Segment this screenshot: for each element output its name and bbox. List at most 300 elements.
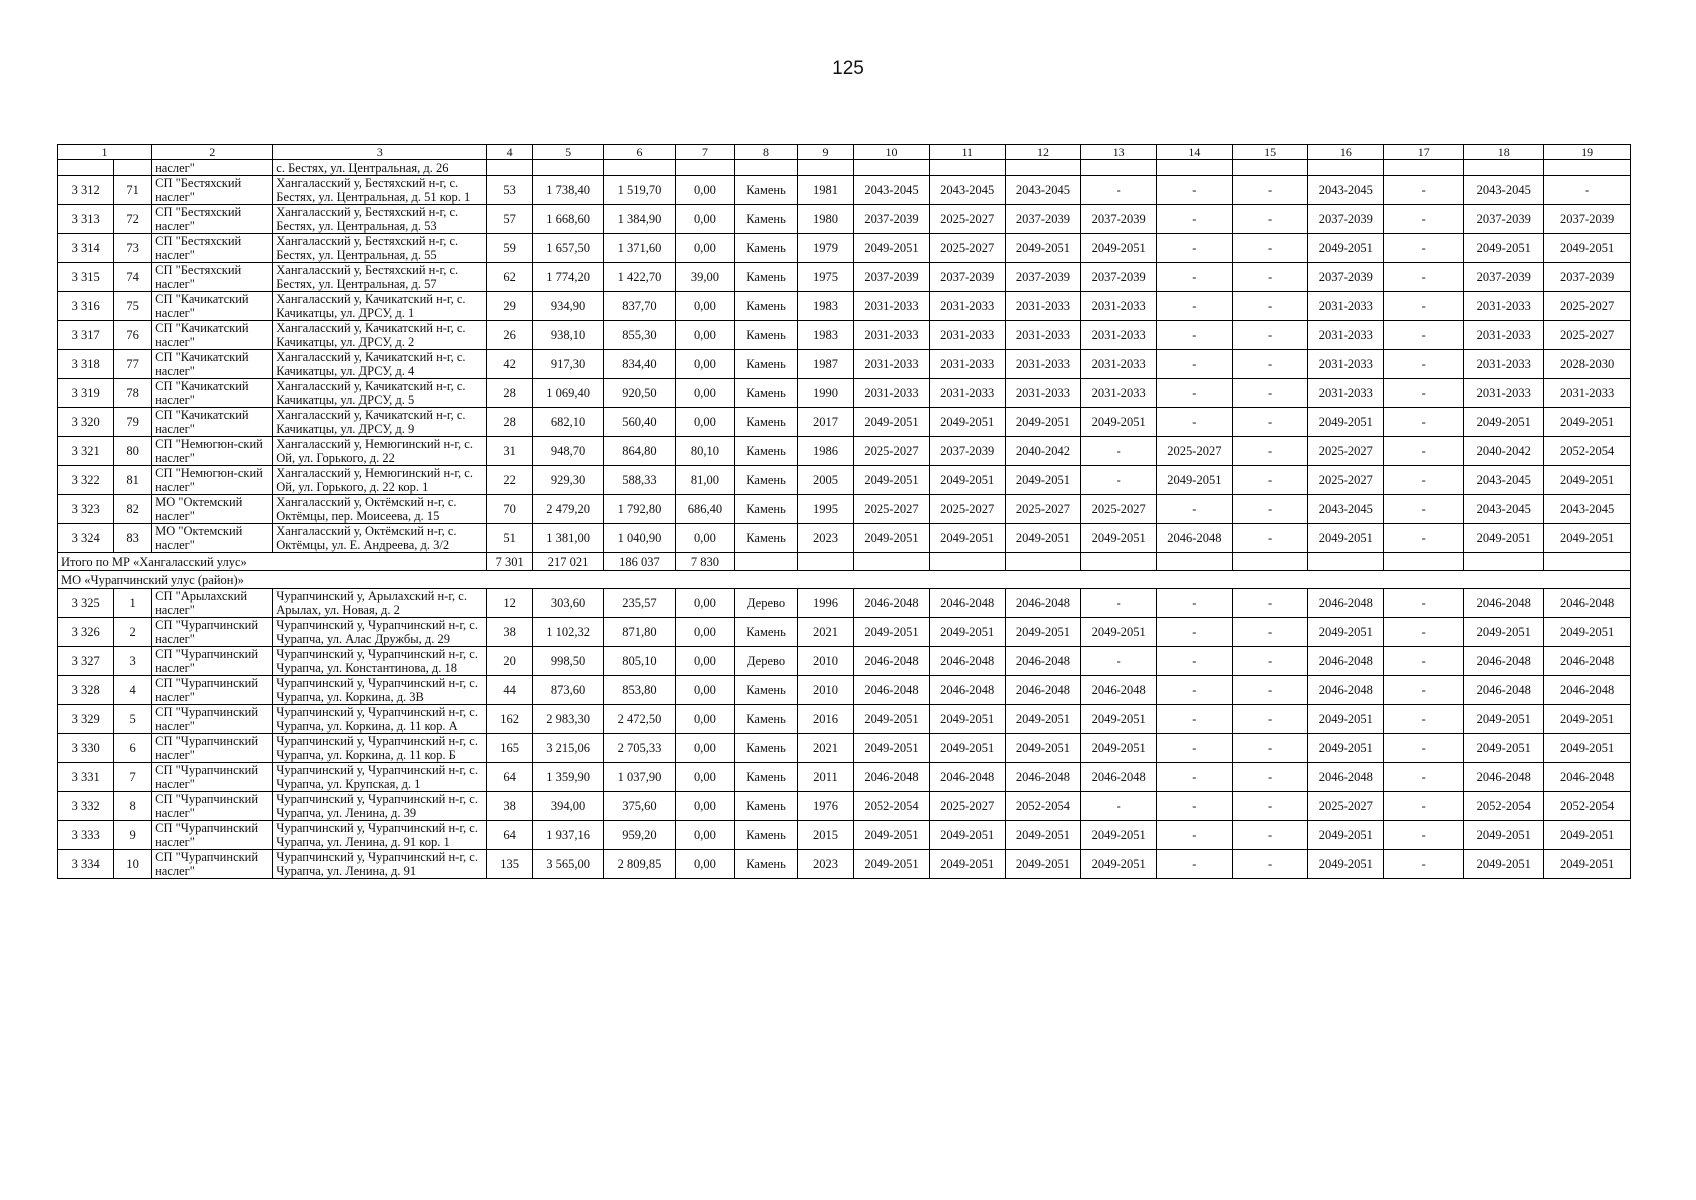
- page-number: 125: [832, 58, 864, 79]
- build-year-cell: 2010: [797, 647, 853, 676]
- living-area-cell: 1 371,60: [604, 234, 675, 263]
- living-area-cell: 588,33: [604, 466, 675, 495]
- period-cell: 2025-2027: [929, 495, 1005, 524]
- period-cell: 2025-2027: [1544, 292, 1631, 321]
- settlement-name-cell: МО "Октемский наслег": [152, 524, 273, 553]
- period-cell: 2031-2033: [1308, 321, 1384, 350]
- apartments-cell: 51: [487, 524, 532, 553]
- apartments-cell: 28: [487, 379, 532, 408]
- nonresidential-area-cell: 0,00: [675, 379, 735, 408]
- period-cell: 2037-2039: [1308, 263, 1384, 292]
- period-cell: 2046-2048: [1308, 676, 1384, 705]
- total-area-cell: 3 215,06: [532, 734, 603, 763]
- build-year-cell: 1983: [797, 292, 853, 321]
- local-number-cell: 76: [114, 321, 152, 350]
- period-cell: 2037-2039: [854, 263, 930, 292]
- address-cell: Хангаласский у, Немюгинский н-г, с. Ой, ул. Горького, д. 22 кор. 1: [273, 466, 487, 495]
- total-area-cell: 1 102,32: [532, 618, 603, 647]
- period-cell: 2031-2033: [1005, 350, 1081, 379]
- column-number: 12: [1005, 145, 1081, 160]
- nonresidential-area-cell: 0,00: [675, 205, 735, 234]
- period-cell: -: [1232, 321, 1308, 350]
- period-cell: 2049-2051: [1081, 821, 1157, 850]
- period-cell: 2049-2051: [1081, 408, 1157, 437]
- summary-total-area: 217 021: [532, 553, 603, 571]
- nonresidential-area-cell: 0,00: [675, 850, 735, 879]
- build-year-cell: 1986: [797, 437, 853, 466]
- empty-cell: [1232, 553, 1308, 571]
- period-cell: 2049-2051: [854, 618, 930, 647]
- period-cell: 2043-2045: [854, 176, 930, 205]
- row-number-cell: 3 324: [58, 524, 114, 553]
- period-cell: 2037-2039: [1464, 205, 1544, 234]
- build-year-cell: 2021: [797, 618, 853, 647]
- settlement-name-cell: СП "Арылахский наслег": [152, 589, 273, 618]
- period-cell: -: [1232, 292, 1308, 321]
- nonresidential-area-cell: 39,00: [675, 263, 735, 292]
- wall-material-cell: Камень: [735, 437, 798, 466]
- period-cell: 2046-2048: [1005, 647, 1081, 676]
- wall-material-cell: Камень: [735, 792, 798, 821]
- period-cell: -: [1384, 466, 1464, 495]
- period-cell: 2049-2051: [929, 524, 1005, 553]
- period-cell: -: [1232, 821, 1308, 850]
- row-number-cell: 3 326: [58, 618, 114, 647]
- local-number-cell: 78: [114, 379, 152, 408]
- period-cell: 2046-2048: [1005, 763, 1081, 792]
- nonresidential-area-cell: 686,40: [675, 495, 735, 524]
- local-number-cell: 80: [114, 437, 152, 466]
- living-area-cell: 864,80: [604, 437, 675, 466]
- period-cell: -: [1384, 705, 1464, 734]
- address-cell: Хангаласский у, Немюгинский н-г, с. Ой, ул. Горького, д. 22: [273, 437, 487, 466]
- period-cell: 2031-2033: [1308, 379, 1384, 408]
- period-cell: 2049-2051: [929, 850, 1005, 879]
- settlement-name-cell: СП "Качикатский наслег": [152, 379, 273, 408]
- period-cell: 2052-2054: [1464, 792, 1544, 821]
- empty-cell: [604, 160, 675, 176]
- local-number-cell: 10: [114, 850, 152, 879]
- period-cell: 2043-2045: [1308, 176, 1384, 205]
- local-number-cell: 82: [114, 495, 152, 524]
- row-number-cell: 3 317: [58, 321, 114, 350]
- nonresidential-area-cell: 81,00: [675, 466, 735, 495]
- local-number-cell: 1: [114, 589, 152, 618]
- period-cell: -: [1384, 647, 1464, 676]
- period-cell: 2046-2048: [1308, 763, 1384, 792]
- period-cell: 2049-2051: [854, 850, 930, 879]
- column-number: 15: [1232, 145, 1308, 160]
- row-number-cell: 3 312: [58, 176, 114, 205]
- period-cell: 2037-2039: [1544, 263, 1631, 292]
- group-header: МО «Чурапчинский улус (район)»: [58, 571, 1631, 589]
- period-cell: 2046-2048: [929, 647, 1005, 676]
- period-cell: -: [1232, 263, 1308, 292]
- total-area-cell: 873,60: [532, 676, 603, 705]
- settlement-name-cell: СП "Чурапчинский наслег": [152, 792, 273, 821]
- period-cell: -: [1157, 292, 1233, 321]
- column-number: 4: [487, 145, 532, 160]
- period-cell: -: [1081, 176, 1157, 205]
- period-cell: 2049-2051: [1464, 234, 1544, 263]
- period-cell: 2049-2051: [1308, 850, 1384, 879]
- local-number-cell: 7: [114, 763, 152, 792]
- period-cell: 2043-2045: [1308, 495, 1384, 524]
- living-area-cell: 805,10: [604, 647, 675, 676]
- period-cell: -: [1232, 205, 1308, 234]
- period-cell: 2025-2027: [929, 205, 1005, 234]
- period-cell: -: [1232, 350, 1308, 379]
- apartments-cell: 12: [487, 589, 532, 618]
- local-number-cell: 75: [114, 292, 152, 321]
- period-cell: 2043-2045: [1464, 495, 1544, 524]
- period-cell: 2046-2048: [1081, 763, 1157, 792]
- period-cell: 2025-2027: [1005, 495, 1081, 524]
- period-cell: -: [1384, 234, 1464, 263]
- period-cell: 2049-2051: [1464, 524, 1544, 553]
- period-cell: -: [1544, 176, 1631, 205]
- total-area-cell: 2 479,20: [532, 495, 603, 524]
- settlement-name-cell: СП "Чурапчинский наслег": [152, 647, 273, 676]
- period-cell: 2025-2027: [1308, 437, 1384, 466]
- build-year-cell: 2010: [797, 676, 853, 705]
- period-cell: 2046-2048: [1308, 589, 1384, 618]
- local-number-cell: 3: [114, 647, 152, 676]
- total-area-cell: 1 359,90: [532, 763, 603, 792]
- settlement-name-cell: СП "Немюгюн-ский наслег": [152, 466, 273, 495]
- period-cell: 2049-2051: [1544, 234, 1631, 263]
- column-number: 18: [1464, 145, 1544, 160]
- row-number-cell: 3 330: [58, 734, 114, 763]
- period-cell: 2031-2033: [1308, 350, 1384, 379]
- period-cell: 2049-2051: [929, 734, 1005, 763]
- empty-cell: [1157, 160, 1233, 176]
- period-cell: -: [1232, 763, 1308, 792]
- living-area-cell: 1 519,70: [604, 176, 675, 205]
- table-row: [58, 350, 1631, 379]
- column-number: 2: [152, 145, 273, 160]
- period-cell: -: [1232, 589, 1308, 618]
- period-cell: -: [1232, 437, 1308, 466]
- period-cell: 2049-2051: [1308, 821, 1384, 850]
- period-cell: -: [1157, 263, 1233, 292]
- local-number-cell: 71: [114, 176, 152, 205]
- local-number-cell: 77: [114, 350, 152, 379]
- period-cell: 2049-2051: [1005, 524, 1081, 553]
- period-cell: -: [1232, 495, 1308, 524]
- empty-cell: [532, 160, 603, 176]
- table-header: [58, 145, 1631, 160]
- total-area-cell: 1 937,16: [532, 821, 603, 850]
- column-number-row: [58, 145, 1631, 160]
- wall-material-cell: Камень: [735, 379, 798, 408]
- period-cell: 2049-2051: [1308, 705, 1384, 734]
- row-number-cell: 3 319: [58, 379, 114, 408]
- wall-material-cell: Камень: [735, 176, 798, 205]
- build-year-cell: 1990: [797, 379, 853, 408]
- settlement-name-cell: СП "Чурапчинский наслег": [152, 676, 273, 705]
- nonresidential-area-cell: 0,00: [675, 618, 735, 647]
- period-cell: 2031-2033: [1464, 292, 1544, 321]
- period-cell: 2037-2039: [1081, 263, 1157, 292]
- total-area-cell: 938,10: [532, 321, 603, 350]
- living-area-cell: 834,40: [604, 350, 675, 379]
- period-cell: -: [1232, 792, 1308, 821]
- summary-nonresidential-area: 7 830: [675, 553, 735, 571]
- period-cell: -: [1384, 676, 1464, 705]
- period-cell: 2046-2048: [1005, 676, 1081, 705]
- nonresidential-area-cell: 0,00: [675, 292, 735, 321]
- period-cell: 2037-2039: [1308, 205, 1384, 234]
- period-cell: 2046-2048: [1544, 763, 1631, 792]
- wall-material-cell: Камень: [735, 495, 798, 524]
- column-number: 14: [1157, 145, 1233, 160]
- period-cell: 2046-2048: [1464, 589, 1544, 618]
- living-area-cell: 853,80: [604, 676, 675, 705]
- apartments-cell: 26: [487, 321, 532, 350]
- settlement-name-cell: СП "Качикатский наслег": [152, 350, 273, 379]
- row-number-cell: 3 325: [58, 589, 114, 618]
- period-cell: 2049-2051: [1544, 408, 1631, 437]
- build-year-cell: 1987: [797, 350, 853, 379]
- empty-cell: [1005, 553, 1081, 571]
- living-area-cell: 375,60: [604, 792, 675, 821]
- settlement-name-cell: СП "Немюгюн-ский наслег": [152, 437, 273, 466]
- total-area-cell: 934,90: [532, 292, 603, 321]
- period-cell: 2031-2033: [1308, 292, 1384, 321]
- empty-cell: [1384, 553, 1464, 571]
- period-cell: -: [1384, 850, 1464, 879]
- period-cell: -: [1384, 618, 1464, 647]
- empty-cell: [1308, 553, 1384, 571]
- period-cell: 2049-2051: [1005, 618, 1081, 647]
- build-year-cell: 2016: [797, 705, 853, 734]
- group-header-row: [58, 571, 1631, 589]
- period-cell: -: [1232, 676, 1308, 705]
- build-year-cell: 1976: [797, 792, 853, 821]
- period-cell: 2046-2048: [1081, 676, 1157, 705]
- period-cell: 2049-2051: [1005, 408, 1081, 437]
- period-cell: 2046-2048: [854, 763, 930, 792]
- period-cell: -: [1232, 524, 1308, 553]
- living-area-cell: 920,50: [604, 379, 675, 408]
- living-area-cell: 855,30: [604, 321, 675, 350]
- period-cell: -: [1157, 589, 1233, 618]
- period-cell: 2025-2027: [929, 234, 1005, 263]
- address-cell: Хангаласский у, Октёмский н-г, с. Октёмцы, ул. Е. Андреева, д. 3/2: [273, 524, 487, 553]
- address-cell: Чурапчинский у, Чурапчинский н-г, с. Чурапча, ул. Коркина, д. 11 кор. А: [273, 705, 487, 734]
- row-number-cell: 3 318: [58, 350, 114, 379]
- nonresidential-area-cell: 0,00: [675, 176, 735, 205]
- column-number: 9: [797, 145, 853, 160]
- apartments-cell: 70: [487, 495, 532, 524]
- period-cell: -: [1384, 524, 1464, 553]
- period-cell: -: [1157, 734, 1233, 763]
- empty-cell: [1081, 160, 1157, 176]
- apartments-cell: 162: [487, 705, 532, 734]
- period-cell: 2031-2033: [1464, 350, 1544, 379]
- empty-cell: [1005, 160, 1081, 176]
- column-number: 3: [273, 145, 487, 160]
- period-cell: 2037-2039: [1464, 263, 1544, 292]
- period-cell: 2046-2048: [929, 763, 1005, 792]
- period-cell: -: [1081, 437, 1157, 466]
- settlement-name-cell: СП "Качикатский наслег": [152, 321, 273, 350]
- wall-material-cell: Камень: [735, 234, 798, 263]
- period-cell: -: [1384, 734, 1464, 763]
- address-cell: Хангаласский у, Бестяхский н-г, с. Бестях, ул. Центральная, д. 55: [273, 234, 487, 263]
- period-cell: 2031-2033: [854, 350, 930, 379]
- period-cell: 2049-2051: [929, 408, 1005, 437]
- period-cell: -: [1081, 647, 1157, 676]
- apartments-cell: 64: [487, 763, 532, 792]
- table-row: [58, 850, 1631, 879]
- total-area-cell: 2 983,30: [532, 705, 603, 734]
- wall-material-cell: Камень: [735, 763, 798, 792]
- period-cell: -: [1157, 176, 1233, 205]
- period-cell: 2046-2048: [1005, 589, 1081, 618]
- apartments-cell: 28: [487, 408, 532, 437]
- empty-cell: [929, 553, 1005, 571]
- total-area-cell: 917,30: [532, 350, 603, 379]
- table-row: [58, 466, 1631, 495]
- period-cell: -: [1157, 321, 1233, 350]
- row-number-cell: 3 320: [58, 408, 114, 437]
- nonresidential-area-cell: 0,00: [675, 734, 735, 763]
- settlement-name-cell: СП "Бестяхский наслег": [152, 234, 273, 263]
- period-cell: 2046-2048: [929, 589, 1005, 618]
- row-number-cell: 3 321: [58, 437, 114, 466]
- row-number-cell: 3 332: [58, 792, 114, 821]
- local-number-cell: 79: [114, 408, 152, 437]
- column-number: 7: [675, 145, 735, 160]
- build-year-cell: 2017: [797, 408, 853, 437]
- address-cell: Хангаласский у, Бестяхский н-г, с. Бестях, ул. Центральная, д. 53: [273, 205, 487, 234]
- period-cell: 2046-2048: [854, 676, 930, 705]
- period-cell: 2031-2033: [1005, 292, 1081, 321]
- apartments-cell: 53: [487, 176, 532, 205]
- row-number-cell: 3 329: [58, 705, 114, 734]
- period-cell: -: [1081, 792, 1157, 821]
- period-cell: 2025-2027: [854, 495, 930, 524]
- nonresidential-area-cell: 0,00: [675, 321, 735, 350]
- wall-material-cell: Камень: [735, 263, 798, 292]
- empty-cell: [1157, 553, 1233, 571]
- table-row: [58, 263, 1631, 292]
- period-cell: 2037-2039: [1005, 205, 1081, 234]
- table-row: [58, 589, 1631, 618]
- period-cell: 2043-2045: [1005, 176, 1081, 205]
- period-cell: -: [1157, 821, 1233, 850]
- period-cell: -: [1384, 408, 1464, 437]
- period-cell: 2031-2033: [929, 379, 1005, 408]
- nonresidential-area-cell: 0,00: [675, 524, 735, 553]
- address-cell: Чурапчинский у, Чурапчинский н-г, с. Чурапча, ул. Ленина, д. 91: [273, 850, 487, 879]
- column-number: 11: [929, 145, 1005, 160]
- table-row: [58, 618, 1631, 647]
- apartments-cell: 59: [487, 234, 532, 263]
- period-cell: 2025-2027: [854, 437, 930, 466]
- table-row: [58, 821, 1631, 850]
- address-cell: с. Бестях, ул. Центральная, д. 26: [273, 160, 487, 176]
- total-area-cell: 682,10: [532, 408, 603, 437]
- period-cell: 2025-2027: [1157, 437, 1233, 466]
- period-cell: 2049-2051: [929, 705, 1005, 734]
- row-number-cell: 3 327: [58, 647, 114, 676]
- living-area-cell: 1 792,80: [604, 495, 675, 524]
- period-cell: 2037-2039: [1005, 263, 1081, 292]
- apartments-cell: 62: [487, 263, 532, 292]
- total-area-cell: 1 069,40: [532, 379, 603, 408]
- period-cell: 2031-2033: [1005, 321, 1081, 350]
- period-cell: -: [1384, 821, 1464, 850]
- living-area-cell: 959,20: [604, 821, 675, 850]
- settlement-name-cell: СП "Качикатский наслег": [152, 408, 273, 437]
- address-cell: Хангаласский у, Бестяхский н-г, с. Бестях, ул. Центральная, д. 51 кор. 1: [273, 176, 487, 205]
- living-area-cell: 2 472,50: [604, 705, 675, 734]
- summary-living-area: 186 037: [604, 553, 675, 571]
- period-cell: 2049-2051: [929, 821, 1005, 850]
- empty-cell: [797, 553, 853, 571]
- local-number-cell: 6: [114, 734, 152, 763]
- address-cell: Чурапчинский у, Чурапчинский н-г, с. Чурапча, ул. Коркина, д. 3В: [273, 676, 487, 705]
- period-cell: 2031-2033: [1081, 379, 1157, 408]
- total-area-cell: 929,30: [532, 466, 603, 495]
- period-cell: 2031-2033: [1544, 379, 1631, 408]
- row-number-cell: 3 314: [58, 234, 114, 263]
- period-cell: 2049-2051: [1157, 466, 1233, 495]
- settlement-name-cell: СП "Чурапчинский наслег": [152, 618, 273, 647]
- period-cell: -: [1157, 763, 1233, 792]
- period-cell: -: [1232, 408, 1308, 437]
- settlement-name-cell: СП "Чурапчинский наслег": [152, 821, 273, 850]
- build-year-cell: 1975: [797, 263, 853, 292]
- local-number-cell: 74: [114, 263, 152, 292]
- period-cell: 2043-2045: [1464, 466, 1544, 495]
- local-number-cell: 8: [114, 792, 152, 821]
- summary-label: Итого по МР «Хангаласский улус»: [58, 553, 487, 571]
- wall-material-cell: Камень: [735, 408, 798, 437]
- build-year-cell: 2011: [797, 763, 853, 792]
- period-cell: 2031-2033: [1081, 292, 1157, 321]
- address-cell: Чурапчинский у, Чурапчинский н-г, с. Чурапча, ул. Ленина, д. 91 кор. 1: [273, 821, 487, 850]
- table-row: [58, 495, 1631, 524]
- period-cell: 2025-2027: [1081, 495, 1157, 524]
- empty-cell: [735, 553, 798, 571]
- period-cell: 2049-2051: [1005, 734, 1081, 763]
- row-number-cell: 3 315: [58, 263, 114, 292]
- settlement-name-cell: СП "Чурапчинский наслег": [152, 763, 273, 792]
- build-year-cell: 1979: [797, 234, 853, 263]
- period-cell: 2049-2051: [854, 234, 930, 263]
- period-cell: -: [1384, 495, 1464, 524]
- address-cell: Хангаласский у, Качикатский н-г, с. Качикатцы, ул. ДРСУ, д. 4: [273, 350, 487, 379]
- period-cell: -: [1384, 379, 1464, 408]
- total-area-cell: 948,70: [532, 437, 603, 466]
- table-row: [58, 763, 1631, 792]
- empty-cell: [1308, 160, 1384, 176]
- period-cell: 2049-2051: [1464, 821, 1544, 850]
- empty-cell: [1232, 160, 1308, 176]
- period-cell: 2049-2051: [854, 821, 930, 850]
- apartments-cell: 135: [487, 850, 532, 879]
- period-cell: -: [1384, 589, 1464, 618]
- period-cell: -: [1232, 618, 1308, 647]
- column-number: 17: [1384, 145, 1464, 160]
- wall-material-cell: Камень: [735, 734, 798, 763]
- period-cell: -: [1081, 466, 1157, 495]
- build-year-cell: 1980: [797, 205, 853, 234]
